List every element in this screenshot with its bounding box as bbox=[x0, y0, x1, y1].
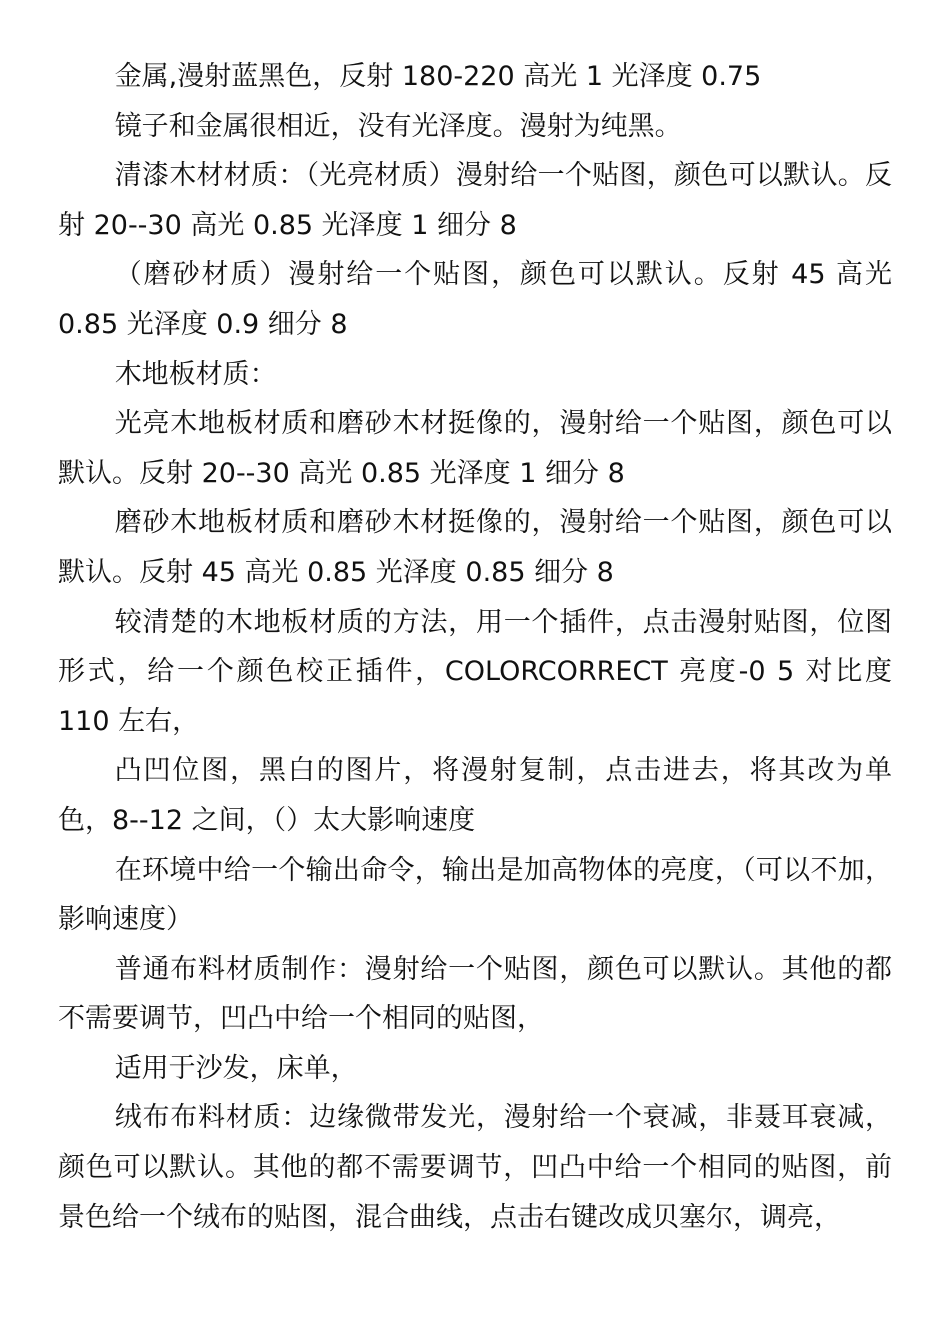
paragraph-varnished-wood-glossy: 清漆木材材质：（光亮材质）漫射给一个贴图，颜色可以默认。反射 20--30 高光 0.85 光泽度 1 细分 8 bbox=[58, 160, 892, 241]
paragraph-wood-floor-heading: 木地板材质： bbox=[114, 358, 277, 390]
paragraph-metal: 金属,漫射蓝黑色，反射 180-220 高光 1 光泽度 0.75 bbox=[114, 61, 762, 92]
paragraph-velvet-fabric: 绒布布料材质：边缘微带发光，漫射给一个衰减，非聂耳衰减，颜色可以默认。其他的都不需要调节，凹凸中给一个相同的贴图，前景色给一个绒布的贴图，混合曲线，点击右键改成贝塞尔，调亮， bbox=[58, 1102, 892, 1233]
paragraph-varnished-wood-matte: （磨砂材质）漫射给一个贴图，颜色可以默认。反射 45 高光 0.85 光泽度 0.9 细分 8 bbox=[58, 259, 892, 340]
paragraph-environment-output: 在环境中给一个输出命令，输出是加高物体的亮度，（可以不加，影响速度） bbox=[58, 854, 892, 936]
document-body bbox=[58, 52, 892, 1242]
paragraph-wood-floor-matte: 磨砂木地板材质和磨砂木材挺像的，漫射给一个贴图，颜色可以默认。反射 45 高光 0.85 光泽度 0.85 细分 8 bbox=[58, 507, 892, 588]
paragraph-wood-floor-glossy: 光亮木地板材质和磨砂木材挺像的，漫射给一个贴图，颜色可以默认。反射 20--30 高光 0.85 光泽度 1 细分 8 bbox=[58, 408, 892, 489]
paragraph-mirror: 镜子和金属很相近，没有光泽度。漫射为纯黑。 bbox=[114, 110, 682, 142]
paragraph-fabric-usage: 适用于沙发，床单， bbox=[114, 1052, 358, 1084]
paragraph-fabric: 普通布料材质制作：漫射给一个贴图，颜色可以默认。其他的都不需要调节，凹凸中给一个相同的贴图， bbox=[58, 953, 892, 1035]
paragraph-bump-map: 凸凹位图，黑白的图片，将漫射复制，点击进去，将其改为单色，8--12 之间，（）太大影响速度 bbox=[58, 755, 892, 836]
paragraph-wood-floor-method: 较清楚的木地板材质的方法，用一个插件，点击漫射贴图，位图形式，给一个颜色校正插件，COLORCORRECT 亮度-0 5 对比度 110 左右， bbox=[58, 606, 892, 737]
